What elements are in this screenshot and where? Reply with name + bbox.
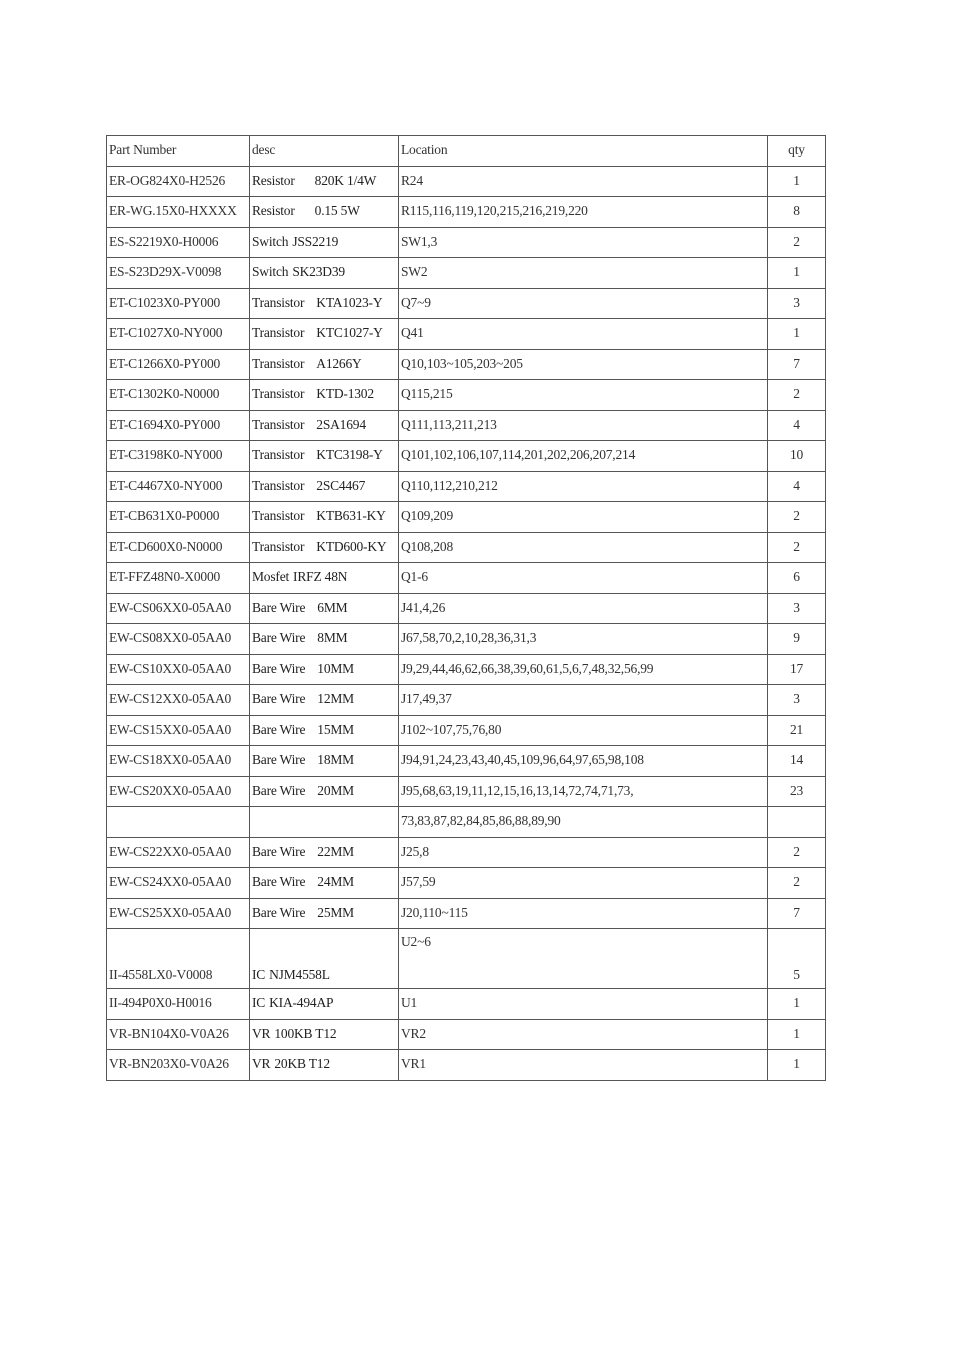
- table-row: [107, 929, 826, 989]
- location-cell: J67,58,70,2,10,28,36,31,3: [399, 624, 768, 655]
- header-part-number: Part Number: [107, 136, 250, 167]
- part-number-cell: EW-CS06XX0-05AA0: [107, 593, 250, 624]
- part-number-cell: ET-CD600X0-N0000: [107, 532, 250, 563]
- qty-cell: 17: [768, 654, 826, 685]
- desc-cell: [250, 197, 399, 228]
- header-location: Location: [399, 136, 768, 167]
- desc-type: VR: [252, 1056, 271, 1072]
- desc-cell: [250, 319, 399, 350]
- table-row: [107, 166, 826, 197]
- location-cell: J20,110~115: [399, 898, 768, 929]
- part-number-cell: EW-CS12XX0-05AA0: [107, 685, 250, 716]
- table-row: [107, 1019, 826, 1050]
- part-number-cell: ET-C1694X0-PY000: [107, 410, 250, 441]
- part-number-cell: II-4558LX0-V0008: [107, 929, 250, 989]
- desc-spec: KTD600-KY: [316, 538, 387, 554]
- qty-cell: 2: [768, 380, 826, 411]
- desc-cell: [250, 929, 399, 989]
- desc-spec: 15MM: [317, 721, 354, 737]
- part-number-cell: [107, 807, 250, 838]
- table-row: [107, 624, 826, 655]
- desc-cell: [250, 837, 399, 868]
- desc-cell: [250, 563, 399, 594]
- table-row: [107, 868, 826, 899]
- desc-spec: JSS2219: [292, 233, 339, 249]
- location-cell: SW2: [399, 258, 768, 289]
- qty-cell: 3: [768, 288, 826, 319]
- desc-type: VR: [252, 1025, 271, 1041]
- part-number-cell: ET-C1302K0-N0000: [107, 380, 250, 411]
- table-row: [107, 502, 826, 533]
- table-row: [107, 807, 826, 838]
- header-desc: desc: [250, 136, 399, 167]
- location-cell: VR1: [399, 1050, 768, 1081]
- qty-cell: 21: [768, 715, 826, 746]
- qty-cell: 2: [768, 837, 826, 868]
- desc-type: Transistor: [252, 416, 305, 432]
- desc-cell: [250, 380, 399, 411]
- part-number-cell: EW-CS15XX0-05AA0: [107, 715, 250, 746]
- desc-type: IC: [252, 967, 266, 983]
- qty-cell: 10: [768, 441, 826, 472]
- parts-list-body: [107, 136, 826, 1081]
- location-cell: U1: [399, 989, 768, 1020]
- desc-spec: 22MM: [317, 843, 354, 859]
- parts-list-table: [106, 135, 826, 1081]
- desc-type: Transistor: [252, 386, 305, 402]
- qty-cell: 2: [768, 502, 826, 533]
- desc-spec: IRFZ 48N: [293, 569, 348, 585]
- desc-cell: [250, 624, 399, 655]
- qty-cell: [768, 807, 826, 838]
- desc-cell: [250, 807, 399, 838]
- desc-spec: KTB631-KY: [316, 508, 386, 524]
- desc-type: Transistor: [252, 508, 305, 524]
- table-row: [107, 563, 826, 594]
- qty-cell: 8: [768, 197, 826, 228]
- desc-cell: [250, 471, 399, 502]
- qty-cell: 1: [768, 989, 826, 1020]
- desc-spec: 12MM: [317, 691, 354, 707]
- location-cell: J9,29,44,46,62,66,38,39,60,61,5,6,7,48,32,56,99: [399, 654, 768, 685]
- qty-cell: 2: [768, 868, 826, 899]
- table-row: [107, 593, 826, 624]
- desc-cell: [250, 441, 399, 472]
- desc-spec: 10MM: [317, 660, 354, 676]
- header-row: [107, 136, 826, 167]
- location-cell: R24: [399, 166, 768, 197]
- desc-spec: 8MM: [317, 630, 348, 646]
- qty-cell: 7: [768, 898, 826, 929]
- desc-spec: 100KB T12: [274, 1025, 337, 1041]
- location-cell: J102~107,75,76,80: [399, 715, 768, 746]
- table-row: [107, 989, 826, 1020]
- desc-cell: [250, 989, 399, 1020]
- header-qty: qty: [768, 136, 826, 167]
- desc-type: Switch: [252, 233, 289, 249]
- part-number-cell: ER-OG824X0-H2526: [107, 166, 250, 197]
- desc-spec: KTD-1302: [316, 386, 374, 402]
- table-row: [107, 685, 826, 716]
- desc-spec: KTA1023-Y: [316, 294, 383, 310]
- location-cell: J94,91,24,23,43,40,45,109,96,64,97,65,98,108: [399, 746, 768, 777]
- desc-cell: [250, 288, 399, 319]
- part-number-cell: ET-C1266X0-PY000: [107, 349, 250, 380]
- desc-type: Resistor: [252, 203, 295, 219]
- desc-type: Bare Wire: [252, 630, 306, 646]
- table-row: [107, 898, 826, 929]
- location-cell: J17,49,37: [399, 685, 768, 716]
- table-row: [107, 654, 826, 685]
- desc-type: Bare Wire: [252, 721, 306, 737]
- location-cell: Q108,208: [399, 532, 768, 563]
- desc-type: Bare Wire: [252, 599, 306, 615]
- qty-cell: 1: [768, 1019, 826, 1050]
- desc-type: Bare Wire: [252, 843, 306, 859]
- desc-cell: [250, 166, 399, 197]
- qty-cell: 7: [768, 349, 826, 380]
- desc-spec: 6MM: [317, 599, 348, 615]
- desc-type: Transistor: [252, 355, 305, 371]
- table-row: [107, 227, 826, 258]
- location-cell: Q1-6: [399, 563, 768, 594]
- desc-cell: [250, 776, 399, 807]
- location-cell: Q7~9: [399, 288, 768, 319]
- desc-spec: 0.15 5W: [314, 203, 360, 219]
- desc-type: Resistor: [252, 172, 295, 188]
- part-number-cell: ET-C3198K0-NY000: [107, 441, 250, 472]
- location-cell: Q115,215: [399, 380, 768, 411]
- desc-spec: SK23D39: [292, 264, 345, 280]
- qty-cell: 6: [768, 563, 826, 594]
- location-cell: Q41: [399, 319, 768, 350]
- qty-cell: 2: [768, 227, 826, 258]
- desc-cell: [250, 349, 399, 380]
- desc-cell: [250, 258, 399, 289]
- desc-cell: [250, 532, 399, 563]
- part-number-cell: VR-BN203X0-V0A26: [107, 1050, 250, 1081]
- part-number-cell: ET-CB631X0-P0000: [107, 502, 250, 533]
- part-number-cell: EW-CS25XX0-05AA0: [107, 898, 250, 929]
- part-number-cell: ES-S2219X0-H0006: [107, 227, 250, 258]
- qty-cell: 4: [768, 471, 826, 502]
- desc-type: Transistor: [252, 477, 305, 493]
- table-row: [107, 349, 826, 380]
- table-row: [107, 288, 826, 319]
- qty-cell: 5: [768, 929, 826, 989]
- location-cell: SW1,3: [399, 227, 768, 258]
- qty-cell: 1: [768, 1050, 826, 1081]
- desc-spec: 24MM: [317, 874, 354, 890]
- location-cell: R115,116,119,120,215,216,219,220: [399, 197, 768, 228]
- desc-cell: [250, 502, 399, 533]
- location-cell: 73,83,87,82,84,85,86,88,89,90: [399, 807, 768, 838]
- desc-type: Switch: [252, 264, 289, 280]
- desc-spec: KTC3198-Y: [316, 447, 383, 463]
- desc-type: Bare Wire: [252, 874, 306, 890]
- qty-cell: 3: [768, 593, 826, 624]
- part-number-cell: VR-BN104X0-V0A26: [107, 1019, 250, 1050]
- part-number-cell: EW-CS18XX0-05AA0: [107, 746, 250, 777]
- qty-cell: 1: [768, 166, 826, 197]
- desc-spec: 25MM: [317, 904, 354, 920]
- location-cell: Q110,112,210,212: [399, 471, 768, 502]
- desc-cell: [250, 593, 399, 624]
- location-cell: U2~6: [399, 929, 768, 989]
- location-cell: Q111,113,211,213: [399, 410, 768, 441]
- desc-cell: [250, 410, 399, 441]
- table-row: [107, 441, 826, 472]
- qty-cell: 23: [768, 776, 826, 807]
- desc-type: Bare Wire: [252, 691, 306, 707]
- desc-spec: NJM4558L: [269, 967, 330, 983]
- desc-spec: 18MM: [317, 752, 354, 768]
- desc-cell: [250, 227, 399, 258]
- location-cell: J57,59: [399, 868, 768, 899]
- table-row: [107, 380, 826, 411]
- desc-type: IC: [252, 995, 266, 1011]
- part-number-cell: EW-CS22XX0-05AA0: [107, 837, 250, 868]
- part-number-cell: II-494P0X0-H0016: [107, 989, 250, 1020]
- qty-cell: 3: [768, 685, 826, 716]
- desc-spec: KIA-494AP: [269, 995, 334, 1011]
- table-row: [107, 410, 826, 441]
- table-row: [107, 532, 826, 563]
- desc-type: Mosfet: [252, 569, 290, 585]
- desc-spec: KTC1027-Y: [316, 325, 383, 341]
- desc-type: Bare Wire: [252, 752, 306, 768]
- desc-cell: [250, 685, 399, 716]
- part-number-cell: ER-WG.15X0-HXXXX: [107, 197, 250, 228]
- desc-type: Bare Wire: [252, 904, 306, 920]
- desc-type: Bare Wire: [252, 660, 306, 676]
- table-row: [107, 837, 826, 868]
- part-number-cell: ET-C4467X0-NY000: [107, 471, 250, 502]
- desc-type: Transistor: [252, 538, 305, 554]
- desc-cell: [250, 746, 399, 777]
- location-cell: Q10,103~105,203~205: [399, 349, 768, 380]
- part-number-cell: ES-S23D29X-V0098: [107, 258, 250, 289]
- desc-spec: 2SC4467: [316, 477, 366, 493]
- table-row: [107, 471, 826, 502]
- table-row: [107, 776, 826, 807]
- part-number-cell: EW-CS10XX0-05AA0: [107, 654, 250, 685]
- location-cell: Q101,102,106,107,114,201,202,206,207,214: [399, 441, 768, 472]
- desc-spec: A1266Y: [316, 355, 362, 371]
- desc-spec: 820K 1/4W: [314, 172, 377, 188]
- qty-cell: 1: [768, 258, 826, 289]
- desc-cell: [250, 654, 399, 685]
- qty-cell: 9: [768, 624, 826, 655]
- qty-cell: 2: [768, 532, 826, 563]
- qty-cell: 4: [768, 410, 826, 441]
- desc-cell: [250, 898, 399, 929]
- desc-spec: 2SA1694: [316, 416, 366, 432]
- desc-cell: [250, 868, 399, 899]
- part-number-cell: ET-FFZ48N0-X0000: [107, 563, 250, 594]
- desc-type: Transistor: [252, 294, 305, 310]
- desc-type: Transistor: [252, 325, 305, 341]
- part-number-cell: EW-CS20XX0-05AA0: [107, 776, 250, 807]
- table-row: [107, 746, 826, 777]
- desc-spec: 20KB T12: [274, 1056, 330, 1072]
- desc-cell: [250, 1050, 399, 1081]
- table-row: [107, 1050, 826, 1081]
- table-row: [107, 258, 826, 289]
- location-cell: Q109,209: [399, 502, 768, 533]
- part-number-cell: ET-C1023X0-PY000: [107, 288, 250, 319]
- table-row: [107, 715, 826, 746]
- table-row: [107, 319, 826, 350]
- qty-cell: 14: [768, 746, 826, 777]
- part-number-cell: EW-CS08XX0-05AA0: [107, 624, 250, 655]
- desc-type: Bare Wire: [252, 782, 306, 798]
- desc-cell: [250, 1019, 399, 1050]
- location-cell: J41,4,26: [399, 593, 768, 624]
- part-number-cell: ET-C1027X0-NY000: [107, 319, 250, 350]
- desc-cell: [250, 715, 399, 746]
- location-cell: J25,8: [399, 837, 768, 868]
- qty-cell: 1: [768, 319, 826, 350]
- part-number-cell: EW-CS24XX0-05AA0: [107, 868, 250, 899]
- desc-spec: 20MM: [317, 782, 354, 798]
- location-cell: J95,68,63,19,11,12,15,16,13,14,72,74,71,73,: [399, 776, 768, 807]
- table-row: [107, 197, 826, 228]
- location-cell: VR2: [399, 1019, 768, 1050]
- desc-type: Transistor: [252, 447, 305, 463]
